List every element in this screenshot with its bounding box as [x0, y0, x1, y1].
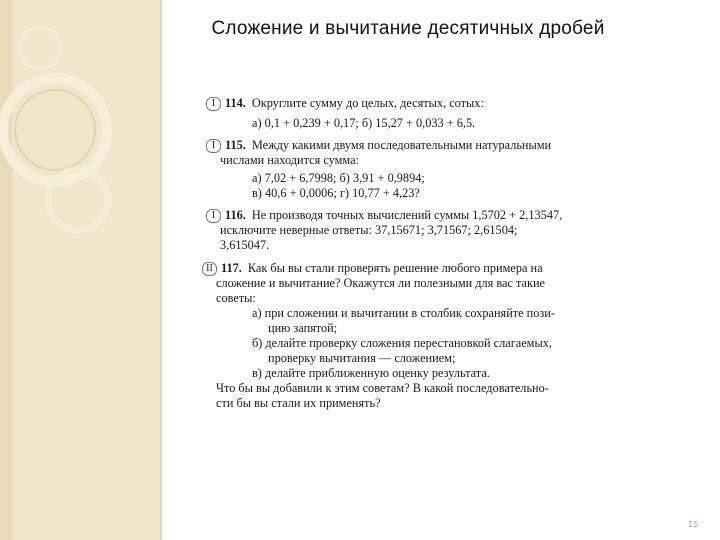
problem-117-line: сложение и вычитание? Окажутся ли полезными для вас такие — [216, 276, 546, 290]
problem-115-line: а) 7,02 + 6,7998; б) 3,91 + 0,9894; — [252, 171, 425, 185]
problem-number: 115. — [225, 138, 246, 152]
problem-117-line: советы: — [216, 291, 256, 305]
problem-117-header — [202, 261, 543, 276]
page-number: 15 — [688, 520, 699, 529]
problem-number: 116. — [225, 208, 246, 222]
problem-text: Округлите сумму до целых, десятых, сотых: — [251, 96, 484, 110]
problem-116-header — [206, 208, 562, 223]
problem-115-header — [206, 138, 551, 153]
problem-117-line: Что бы вы добавили к этим советам? В какой последовательно- — [216, 381, 549, 395]
level-badge: I — [206, 139, 221, 153]
decorative-circles — [0, 0, 162, 540]
problem-116-line: 3,615047. — [220, 238, 270, 252]
problem-text: Как бы вы стали проверять решение любого примера на — [247, 261, 543, 275]
level-badge: II — [202, 262, 217, 276]
problem-114-header — [206, 96, 484, 111]
problem-number: 117. — [221, 261, 242, 275]
level-badge: I — [206, 97, 221, 111]
problem-117-line: цию запятой; — [268, 321, 338, 335]
sidebar-edge — [160, 0, 162, 540]
problem-text: Между какими двумя последовательными натуральными — [251, 138, 552, 152]
problem-number: 114. — [225, 96, 246, 110]
slide-title: Сложение и вычитание десятичных дробей — [211, 18, 605, 39]
problem-116-line: исключите неверные ответы: 37,15671; 3,71567; 2,61504; — [220, 223, 518, 237]
textbook-scan — [196, 90, 646, 410]
level-badge: I — [206, 209, 221, 223]
problem-text: Не производя точных вычислений суммы 1,5702 + 2,13547, — [251, 208, 563, 222]
decorative-sidebar — [0, 0, 160, 540]
problem-117-line: а) при сложении и вычитании в столбик сохраняйте пози- — [252, 306, 555, 320]
problem-117-line: в) делайте приближенную оценку результата. — [252, 366, 490, 380]
problem-117-line: сти бы вы стали их применять? — [216, 396, 381, 410]
problem-117-line: б) делайте проверку сложения перестановкой слагаемых, — [252, 336, 552, 350]
problem-114-line: а) 0,1 + 0,239 + 0,17; б) 15,27 + 0,033 + 6,5. — [252, 116, 476, 130]
problem-115-line: числами находится сумма: — [220, 153, 359, 167]
problem-117-line: проверку вычитания — сложением; — [268, 351, 456, 365]
problem-115-line: в) 40,6 + 0,0006; г) 10,77 + 4,23? — [252, 186, 420, 200]
